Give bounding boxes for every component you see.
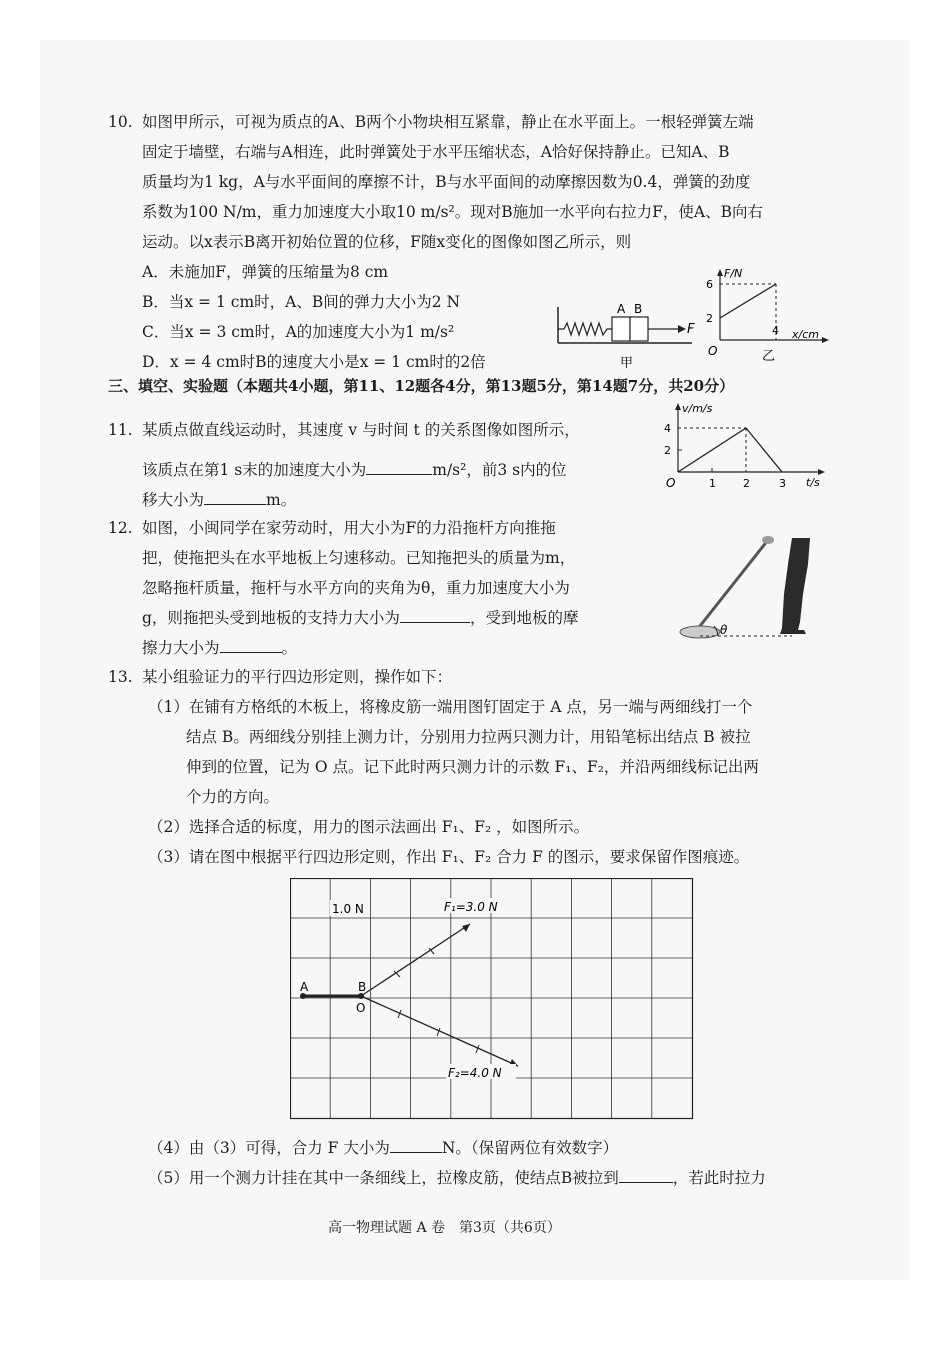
mop-grip: [762, 536, 774, 544]
theta-label: θ: [720, 623, 728, 637]
t-axis-arrow: [818, 469, 825, 475]
yi-ylabel: F/N: [724, 268, 743, 280]
q11-answer-blank-2[interactable]: [204, 490, 266, 505]
q13-step-3: （3）请在图中根据平行四边形定则，作出 F₁、F₂ 合力 F 的图示，要求保留作图痕迹。: [148, 848, 750, 866]
q13-text-4b: N。（保留两位有效数字）: [441, 1139, 619, 1157]
q10-line-1: 如图甲所示，可视为质点的A、B两个小物块相互紧靠，静止在水平面上。一根轻弹簧左端: [142, 113, 754, 131]
q10-line-2: 固定于墙壁，右端与A相连，此时弹簧处于水平压缩状态，A恰好保持静止。已知A、B: [142, 143, 730, 161]
scale-label: 1.0 N: [332, 902, 364, 916]
q13-number: 13.: [108, 668, 133, 686]
figure-jia: [550, 295, 700, 375]
section-3-title: 三、填空、实验题（本题共4小题，第11、12题各4分，第13题5分，第14题7分，共20分）: [108, 377, 735, 395]
yi-origin: O: [708, 344, 718, 358]
q13-answer-blank-1[interactable]: [390, 1138, 442, 1153]
q12-text-4a: g，则拖把头受到地板的支持力大小为: [142, 609, 400, 627]
q13-text-5a: （5）用一个测力计挂在其中一条细线上，拉橡皮筋，使结点B被拉到: [148, 1169, 619, 1187]
f1-label: F₁=3.0 N: [444, 900, 498, 914]
q10-line-4: 系数为100 N/m，重力加速度大小取10 m/s²。现对B施加一水平向右拉力F，使A、B向右: [142, 203, 763, 221]
q13-text-4a: （4）由（3）可得，合力 F 大小为: [148, 1139, 390, 1157]
q11-answer-blank-1[interactable]: [366, 460, 432, 475]
q12-line-3: 忽略拖杆质量，拖杆与水平方向的夹角为θ，重力加速度大小为: [142, 579, 570, 597]
block-a: [612, 317, 630, 341]
v-t-line: [678, 428, 782, 472]
label-b: B: [358, 980, 367, 994]
mop-handle: [700, 540, 768, 626]
f1-vector: [361, 924, 470, 996]
q10-line-3: 质量均为1 kg，A与水平面间的摩擦不计，B与水平面间的动摩擦因数为0.4，弹簧的劲度: [142, 173, 751, 191]
q13-step-5: [148, 1168, 766, 1188]
vt-xlabel: t/s: [806, 476, 820, 489]
q12-text-5a: 擦力大小为: [142, 639, 220, 657]
q12-text-5b: 。: [281, 639, 298, 657]
vt-ylabel: v/m/s: [682, 402, 713, 415]
yi-tick-4: 4: [772, 324, 779, 337]
block-b-label: B: [634, 302, 643, 316]
q11-text-2b: m/s²，前3 s内的位: [432, 461, 567, 479]
block-a-label: A: [617, 302, 626, 316]
figure-jia-label: 甲: [620, 356, 634, 371]
q10-option-d: D．x = 4 cm时B的速度大小是x = 1 cm时的2倍: [142, 353, 486, 371]
spring: [558, 323, 612, 335]
f2-tick-2: [437, 1028, 440, 1036]
q10-option-b: B．当x = 1 cm时，A、B间的弹力大小为2 N: [142, 293, 461, 311]
vt-origin: O: [666, 476, 676, 490]
q12-line-5: [142, 638, 297, 658]
person-leg: [780, 538, 810, 634]
v-axis-arrow: [675, 403, 681, 410]
q10-option-a: A．未施加F，弹簧的压缩量为8 cm: [142, 263, 389, 281]
label-o: O: [356, 1001, 366, 1015]
q12-text-4b: ，受到地板的摩: [469, 609, 579, 627]
q12-answer-blank-2[interactable]: [220, 638, 282, 653]
figure-v-t: [660, 402, 830, 494]
vt-tick-2x: 2: [743, 477, 750, 490]
q11-number: 11.: [108, 421, 133, 439]
block-b: [630, 317, 648, 341]
yi-xlabel: x/cm: [792, 328, 819, 341]
q12-line-4: [142, 608, 578, 628]
q13-step-1-line-4: 个力的方向。: [186, 788, 280, 806]
f2-vector: [361, 996, 518, 1066]
vt-tick-2: 2: [664, 444, 671, 457]
q13-answer-blank-2[interactable]: [619, 1168, 673, 1183]
q13-step-2: （2）选择合适的标度，用力的图示法画出 F₁、F₂ ，如图所示。: [148, 818, 590, 836]
figure-mop: [672, 534, 842, 650]
q12-number: 12.: [108, 519, 133, 537]
q12-answer-blank-1[interactable]: [400, 608, 470, 623]
vt-tick-4: 4: [664, 422, 671, 435]
figure-yi: [700, 268, 830, 378]
q10-line-5: 运动。以x表示B离开初始位置的位移，F随x变化的图像如图乙所示，则: [142, 233, 632, 251]
q13-intro: 某小组验证力的平行四边形定则，操作如下：: [142, 668, 453, 686]
q13-step-1-line-1: （1）在铺有方格纸的木板上，将橡皮筋一端用图钉固定于 A 点，另一端与两细线打一个: [148, 698, 753, 716]
q11-text-3b: m。: [266, 491, 297, 509]
q10-number: 10.: [108, 113, 133, 131]
f-x-line: [720, 284, 776, 318]
page-footer: 高一物理试题 A 卷 第3页（共6页）: [328, 1220, 561, 1236]
label-a: A: [300, 980, 309, 994]
vt-tick-1: 1: [709, 477, 716, 490]
q12-line-2: 把，使拖把头在水平地板上匀速移动。已知拖把头的质量为m，: [142, 549, 576, 567]
force-arrow-head: [678, 325, 686, 333]
q13-step-4: [148, 1138, 618, 1158]
q13-step-1-line-2: 结点 B。两细线分别挂上测力计，分别用力拉两只测力计，用铅笔标出结点 B 被拉: [186, 728, 751, 746]
q12-line-1: 如图，小闽同学在家劳动时，用大小为F的力沿拖杆方向推拖: [142, 519, 556, 537]
force-label: F: [687, 322, 695, 337]
force-grid-figure: [290, 878, 696, 1124]
q13-step-1-line-3: 伸到的位置，记为 O 点。记下此时两只测力计的示数 F₁、F₂，并沿两细线标记出两: [186, 758, 759, 776]
q11-text-2a: 该质点在第1 s末的加速度大小为: [142, 461, 367, 479]
figure-yi-label: 乙: [762, 349, 776, 364]
q11-line-1: 某质点做直线运动时，其速度 v 与时间 t 的关系图像如图所示，: [142, 421, 580, 439]
vt-tick-3: 3: [779, 477, 786, 490]
q11-line-3: [142, 490, 296, 510]
y-axis-arrow: [717, 269, 723, 276]
q10-option-c: C．当x = 3 cm时，A的加速度大小为1 m/s²: [142, 323, 455, 341]
yi-tick-2: 2: [706, 312, 713, 325]
x-axis-arrow: [822, 337, 829, 343]
q11-text-3a: 移大小为: [142, 491, 205, 509]
yi-tick-6: 6: [706, 278, 713, 291]
f2-label: F₂=4.0 N: [448, 1066, 502, 1080]
q11-line-2: [142, 460, 567, 480]
q13-text-5b: ，若此时拉力: [672, 1169, 766, 1187]
